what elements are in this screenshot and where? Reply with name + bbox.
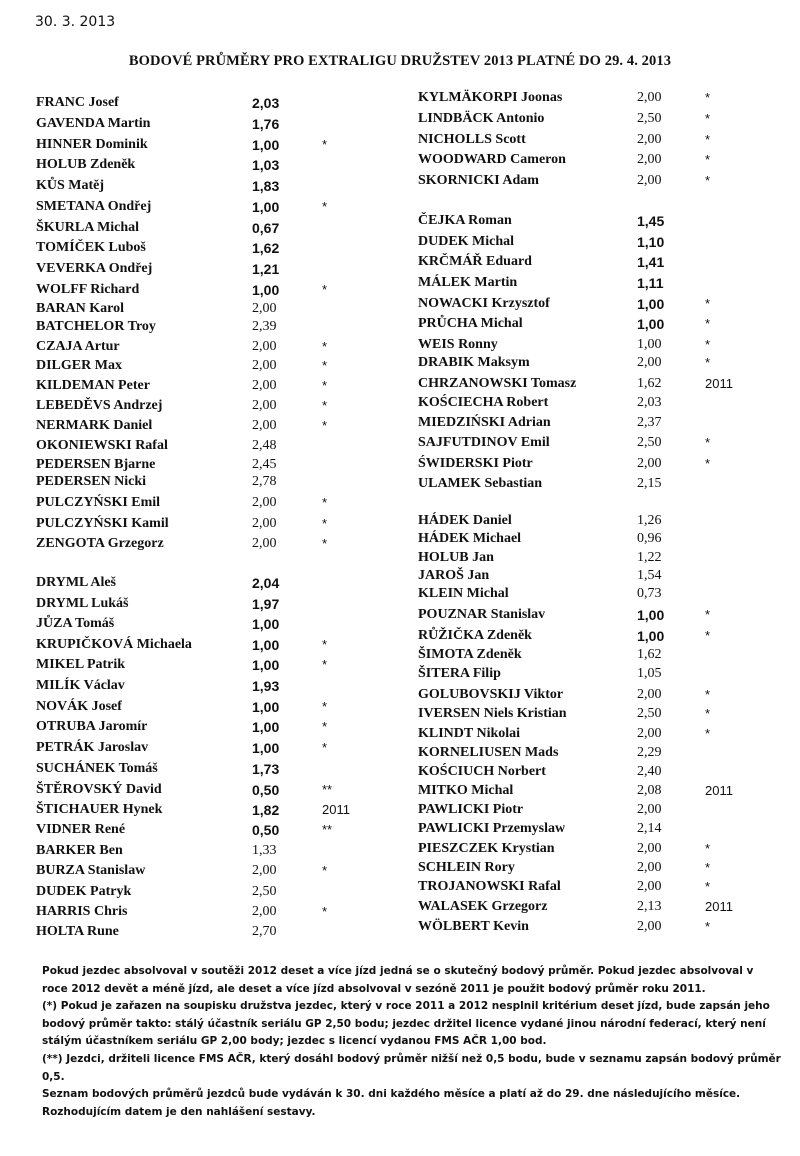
rider-note: *: [322, 863, 328, 878]
rider-note: *: [322, 516, 328, 531]
rider-average: 2,00: [252, 358, 277, 373]
rider-average: 1,21: [252, 261, 280, 277]
footnote-average-rule: Pokud jezdec absolvoval v soutěži 2012 deset a více jízd jedná se o skutečný bodový průměr. Pokud jezdec absolvoval v roce 2012 devět a méně jízd, ale deset a více jízd absolvoval v sezóně 2011 je použit bodový průměr roku 2011.: [42, 965, 754, 995]
rider-average: 1,05: [637, 666, 662, 681]
rider-average: 1,00: [252, 199, 280, 215]
rider-note: *: [705, 111, 711, 126]
rider-average: 1,00: [252, 616, 280, 632]
rider-average: 1,03: [252, 157, 280, 173]
rider-note: *: [705, 152, 711, 167]
rider-average: 2,00: [637, 802, 662, 817]
rider-name: TOMÍČEK Luboš: [36, 240, 146, 255]
rider-average: 1,00: [252, 282, 280, 298]
rider-name: DUDEK Patryk: [36, 884, 132, 899]
rider-average: 2,00: [637, 841, 662, 856]
rider-average: 2,00: [637, 919, 662, 934]
rider-average: 1,45: [637, 213, 665, 229]
rider-average: 1,93: [252, 678, 280, 694]
rider-name: JAROŠ Jan: [418, 568, 490, 583]
rider-average: 1,10: [637, 234, 665, 250]
rider-note: *: [322, 418, 328, 433]
rider-name: ČEJKA Roman: [418, 213, 512, 228]
rider-average: 1,26: [637, 513, 662, 528]
rider-average: 2,78: [252, 474, 277, 489]
footnote-publication: Seznam bodových průměrů jezdců bude vydáván k 30. dni každého měsíce a platí až do 29. dne následujícího měsíce. Rozhodujícím datem je den nahlášení sestavy.: [42, 1088, 741, 1118]
rider-name: HOLTA Rune: [36, 924, 119, 939]
rider-average: 2,29: [637, 745, 662, 760]
rider-note: *: [322, 282, 328, 297]
rider-average: 2,00: [637, 879, 662, 894]
rider-note: *: [705, 435, 711, 450]
rider-average: 2,00: [252, 418, 277, 433]
rider-name: GAVENDA Martin: [36, 116, 151, 131]
rider-name: ULAMEK Sebastian: [418, 476, 543, 491]
rider-name: BURZA Stanislaw: [36, 863, 146, 878]
rider-name: BARKER Ben: [36, 843, 123, 858]
rider-name: KOŚCIECHA Robert: [418, 395, 549, 410]
rider-average: 1,33: [252, 843, 277, 858]
rider-average: 0,50: [252, 782, 280, 798]
rider-average: 1,00: [252, 137, 280, 153]
rider-name: KORNELIUSEN Mads: [418, 745, 559, 760]
rider-note: *: [705, 337, 711, 352]
rider-average: 2,00: [252, 516, 277, 531]
rider-average: 2,00: [252, 339, 277, 354]
rider-name: LINDBÄCK Antonio: [418, 111, 545, 126]
rider-note: *: [705, 607, 711, 622]
rider-note: *: [705, 706, 711, 721]
rider-average: 2,00: [637, 173, 662, 188]
rider-name: NOWACKI Krzysztof: [418, 296, 550, 311]
rider-note: *: [322, 904, 328, 919]
rider-average: 0,73: [637, 586, 662, 601]
rider-name: DRYML Aleš: [36, 575, 117, 590]
rider-name: DUDEK Michal: [418, 234, 515, 249]
rider-note: *: [322, 637, 328, 652]
rider-average: 1,83: [252, 178, 280, 194]
rider-name: IVERSEN Niels Kristian: [418, 706, 567, 721]
rider-note: *: [705, 841, 711, 856]
rider-average: 1,00: [637, 607, 665, 623]
rider-note: *: [705, 90, 711, 105]
rider-name: PETRÁK Jaroslav: [36, 740, 149, 755]
rider-average: 2,00: [637, 152, 662, 167]
rider-average: 2,40: [637, 764, 662, 779]
rider-note: *: [322, 199, 328, 214]
footnote-double-asterisk: (**) Jezdci, držiteli licence FMS AČR, který dosáhl bodový průměr nižší než 0,5 bodu, bude v seznamu zapsán bodový průměr 0,5.: [42, 1052, 781, 1083]
rider-average: 2,15: [637, 476, 662, 491]
rider-average: 1,76: [252, 116, 280, 132]
rider-name: PAWLICKI Piotr: [418, 802, 524, 817]
rider-name: SAJFUTDINOV Emil: [418, 435, 550, 450]
rider-average: 1,11: [637, 275, 664, 291]
rider-name: PRŮCHA Michal: [418, 316, 523, 331]
rider-name: DRYML Lukáš: [36, 596, 129, 611]
rider-note: *: [705, 919, 711, 934]
rider-name: ŠTĚROVSKÝ David: [36, 782, 162, 797]
rider-name: CHRZANOWSKI Tomasz: [418, 376, 577, 391]
rider-average: 2,00: [252, 904, 277, 919]
rider-note: *: [322, 137, 328, 152]
rider-name: TROJANOWSKI Rafal: [418, 879, 561, 894]
rider-average: 2,45: [252, 457, 277, 472]
rider-average: 2,00: [252, 536, 277, 551]
rider-name: WALASEK Grzegorz: [418, 899, 548, 914]
rider-name: GOLUBOVSKIJ Viktor: [418, 687, 564, 702]
rider-average: 1,62: [637, 647, 662, 662]
rider-name: KLEIN Michal: [418, 586, 509, 601]
rider-average: 1,00: [252, 657, 280, 673]
rider-note: *: [322, 699, 328, 714]
rider-average: 1,00: [637, 296, 665, 312]
rider-note: 2011: [705, 376, 733, 391]
rider-name: DRABIK Maksym: [418, 355, 530, 370]
rider-name: ŠKURLA Michal: [36, 220, 140, 235]
rider-note: *: [322, 719, 328, 734]
document-date: 30. 3. 2013: [35, 14, 116, 30]
rider-average: 1,62: [252, 240, 280, 256]
rider-average: 1,00: [252, 637, 280, 653]
rider-note: *: [705, 173, 711, 188]
rider-name: ŠITERA Filip: [418, 666, 501, 681]
rider-average: 2,50: [637, 435, 662, 450]
rider-note: *: [705, 726, 711, 741]
rider-average: 2,48: [252, 438, 277, 453]
rider-average: 1,00: [637, 628, 665, 644]
rider-name: NOVÁK Josef: [36, 699, 122, 714]
rider-name: RŮŽIČKA Zdeněk: [418, 628, 532, 643]
rider-name: BARAN Karol: [36, 301, 125, 316]
rider-name: PEDERSEN Nicki: [36, 474, 147, 489]
rider-average: 2,00: [252, 495, 277, 510]
rider-name: SMETANA Ondřej: [36, 199, 152, 214]
rider-name: VIDNER René: [36, 822, 126, 837]
rider-note: *: [705, 316, 711, 331]
rider-average: 2,00: [637, 355, 662, 370]
rider-name: ŠIMOTA Zdeněk: [418, 647, 522, 662]
rider-name: OKONIEWSKI Rafal: [36, 438, 168, 453]
rider-name: MIEDZIŃSKI Adrian: [418, 415, 551, 430]
rider-note: *: [705, 132, 711, 147]
rider-average: 2,00: [637, 687, 662, 702]
rider-name: HINNER Dominik: [36, 137, 148, 152]
rider-note: *: [322, 339, 328, 354]
rider-name: WÖLBERT Kevin: [418, 919, 529, 934]
rider-average: 2,00: [252, 863, 277, 878]
rider-name: LEBEDĚVS Andrzej: [36, 398, 163, 413]
rider-note: *: [705, 456, 711, 471]
rider-average: 0,96: [637, 531, 662, 546]
rider-name: POUZNAR Stanislav: [418, 607, 546, 622]
rider-average: 1,97: [252, 596, 280, 612]
rider-average: 2,00: [252, 378, 277, 393]
rider-average: 2,00: [637, 132, 662, 147]
rider-name: KRČMÁŘ Eduard: [418, 254, 532, 269]
rider-name: PULCZYŃSKI Kamil: [36, 516, 169, 531]
rider-note: 2011: [705, 899, 733, 914]
rider-average: 2,00: [252, 301, 277, 316]
rider-name: MÁLEK Martin: [418, 275, 518, 290]
rider-note: *: [322, 378, 328, 393]
rider-note: *: [322, 358, 328, 373]
rider-note: *: [322, 495, 328, 510]
rider-name: JŮZA Tomáš: [36, 616, 115, 631]
rider-name: PULCZYŃSKI Emil: [36, 495, 161, 510]
rider-average: 2,00: [637, 456, 662, 471]
rider-name: OTRUBA Jaromír: [36, 719, 148, 734]
rider-note: *: [322, 657, 328, 672]
rider-average: 1,00: [252, 740, 280, 756]
rider-average: 2,39: [252, 319, 277, 334]
rider-average: 2,13: [637, 899, 662, 914]
rider-name: KILDEMAN Peter: [36, 378, 150, 393]
rider-name: HOLUB Zdeněk: [36, 157, 136, 172]
rider-average: 2,00: [252, 398, 277, 413]
rider-name: HARRIS Chris: [36, 904, 128, 919]
rider-note: *: [705, 296, 711, 311]
rider-name: CZAJA Artur: [36, 339, 120, 354]
document-title: BODOVÉ PRŮMĚRY PRO EXTRALIGU DRUŽSTEV 2013 PLATNÉ DO 29. 4. 2013: [128, 53, 672, 69]
rider-note: 2011: [705, 783, 733, 798]
rider-average: 2,50: [637, 111, 662, 126]
rider-average: 1,82: [252, 802, 280, 818]
rider-name: MITKO Michal: [418, 783, 514, 798]
rider-name: NICHOLLS Scott: [418, 132, 526, 147]
rider-average: 2,00: [637, 860, 662, 875]
rider-name: WEIS Ronny: [418, 337, 498, 352]
rider-average: 1,00: [252, 699, 280, 715]
rider-average: 2,00: [637, 90, 662, 105]
rider-average: 2,00: [637, 726, 662, 741]
rider-name: MIKEL Patrik: [36, 657, 126, 672]
rider-note: *: [705, 628, 711, 643]
rider-name: KYLMÄKORPI Joonas: [418, 90, 563, 105]
rider-note: *: [705, 687, 711, 702]
rider-average: 2,03: [252, 95, 280, 111]
rider-average: 1,41: [637, 254, 665, 270]
rider-average: 2,03: [637, 395, 662, 410]
rider-name: ŚWIDERSKI Piotr: [418, 456, 533, 471]
rider-name: NERMARK Daniel: [36, 418, 153, 433]
rider-average: 2,14: [637, 821, 662, 836]
rider-name: PIESZCZEK Krystian: [418, 841, 555, 856]
footnotes: [42, 963, 782, 1121]
rider-note: **: [322, 822, 333, 837]
rider-name: SKORNICKI Adam: [418, 173, 539, 188]
rider-name: WOODWARD Cameron: [418, 152, 566, 167]
rider-name: VEVERKA Ondřej: [36, 261, 153, 276]
rider-average: 1,54: [637, 568, 662, 583]
rider-note: *: [705, 355, 711, 370]
rider-name: KRUPIČKOVÁ Michaela: [36, 637, 192, 652]
rider-average: 2,70: [252, 924, 277, 939]
rider-average: 2,37: [637, 415, 662, 430]
rider-note: **: [322, 782, 333, 797]
rider-average: 2,50: [637, 706, 662, 721]
rider-name: KŮS Matěj: [36, 178, 105, 193]
rider-average: 1,22: [637, 550, 662, 565]
rider-name: KLINDT Nikolai: [418, 726, 521, 741]
rider-name: PAWLICKI Przemyslaw: [418, 821, 566, 836]
rider-name: SCHLEIN Rory: [418, 860, 515, 875]
rider-note: *: [705, 860, 711, 875]
rider-name: WOLFF Richard: [36, 282, 140, 297]
rider-note: 2011: [322, 802, 350, 817]
rider-name: ŠTICHAUER Hynek: [36, 802, 163, 817]
rider-note: *: [322, 398, 328, 413]
rider-average: 1,73: [252, 761, 280, 777]
rider-note: *: [705, 879, 711, 894]
rider-average: 1,62: [637, 376, 662, 391]
rider-name: ZENGOTA Grzegorz: [36, 536, 164, 551]
rider-name: HÁDEK Michael: [418, 531, 522, 546]
rider-average: 0,67: [252, 220, 280, 236]
footnote-single-asterisk: (*) Pokud je zařazen na soupisku družstva jezdec, který v roce 2011 a 2012 nesplnil kritérium deset jízd, bude zapsán jeho bodový průměr takto: stálý účastník seriálu GP 2,50 bodu; jezdec držitel licence vydané jinou národní federací, který není stálým účastníkem seriálu GP 2,00 body; jezdec s licencí vydanou FMS AČR 1,00 bod.: [42, 1000, 770, 1048]
rider-note: *: [322, 740, 328, 755]
rider-name: MILÍK Václav: [36, 678, 125, 693]
rider-name: KOŚCIUCH Norbert: [418, 764, 546, 779]
rider-average: 2,04: [252, 575, 280, 591]
right-rider-list: [418, 90, 788, 934]
rider-name: FRANC Josef: [36, 95, 119, 110]
rider-name: DILGER Max: [36, 358, 122, 373]
rider-average: 2,50: [252, 884, 277, 899]
rider-name: HOLUB Jan: [418, 550, 494, 565]
rider-average: 2,08: [637, 783, 662, 798]
rider-name: PEDERSEN Bjarne: [36, 457, 156, 472]
rider-average: 1,00: [252, 719, 280, 735]
rider-name: BATCHELOR Troy: [36, 319, 156, 334]
rider-name: SUCHÁNEK Tomáš: [36, 761, 158, 776]
left-rider-list: [36, 95, 396, 955]
rider-average: 1,00: [637, 337, 662, 352]
rider-note: *: [322, 536, 328, 551]
rider-average: 0,50: [252, 822, 280, 838]
rider-average: 1,00: [637, 316, 665, 332]
rider-name: HÁDEK Daniel: [418, 513, 512, 528]
